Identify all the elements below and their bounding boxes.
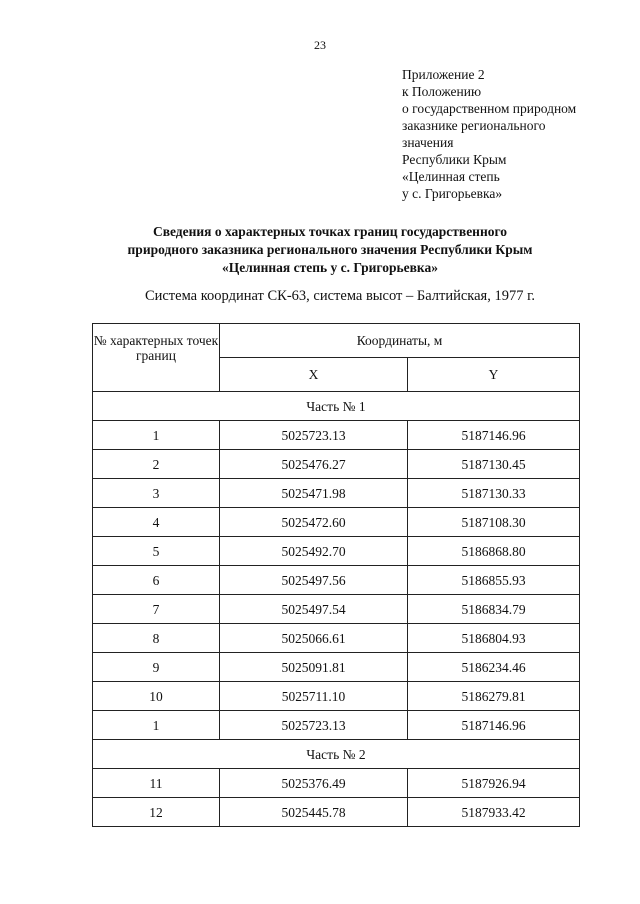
table-row bbox=[93, 798, 580, 827]
table-row bbox=[93, 479, 580, 508]
point-number-cell: 8 bbox=[93, 624, 220, 653]
point-number-cell: 4 bbox=[93, 508, 220, 537]
document-title bbox=[60, 223, 600, 277]
appendix-line: у с. Григорьевка» bbox=[402, 186, 503, 201]
table-row bbox=[93, 595, 580, 624]
part-1-label: Часть № 1 bbox=[93, 392, 580, 421]
point-number-cell: 10 bbox=[93, 682, 220, 711]
title-line: природного заказника регионального значения Республики Крым bbox=[127, 242, 533, 257]
table-row bbox=[93, 537, 580, 566]
table-header-row bbox=[93, 324, 580, 358]
point-number-cell: 2 bbox=[93, 450, 220, 479]
y-cell: 5187146.96 bbox=[408, 421, 580, 450]
y-cell: 5186834.79 bbox=[408, 595, 580, 624]
x-cell: 5025476.27 bbox=[220, 450, 408, 479]
part-2-label: Часть № 2 bbox=[93, 740, 580, 769]
y-cell: 5187108.30 bbox=[408, 508, 580, 537]
coordinate-system-note: Система координат СК-63, система высот – Балтийская, 1977 г. bbox=[144, 288, 536, 304]
table-row bbox=[93, 566, 580, 595]
appendix-line: Приложение 2 bbox=[402, 67, 485, 82]
point-number-cell: 1 bbox=[93, 711, 220, 740]
x-cell: 5025472.60 bbox=[220, 508, 408, 537]
x-cell: 5025497.54 bbox=[220, 595, 408, 624]
appendix-line: к Положению bbox=[402, 84, 482, 99]
x-cell: 5025711.10 bbox=[220, 682, 408, 711]
point-number-cell: 6 bbox=[93, 566, 220, 595]
appendix-line: «Целинная степь bbox=[402, 169, 500, 184]
y-cell: 5187933.42 bbox=[408, 798, 580, 827]
appendix-line: значения bbox=[402, 135, 454, 150]
point-number-cell: 11 bbox=[93, 769, 220, 798]
header-y: Y bbox=[408, 358, 580, 392]
y-cell: 5186868.80 bbox=[408, 537, 580, 566]
title-line: Сведения о характерных точках границ государственного bbox=[152, 224, 508, 239]
x-cell: 5025091.81 bbox=[220, 653, 408, 682]
header-x: X bbox=[220, 358, 408, 392]
table-row bbox=[93, 769, 580, 798]
appendix-line: заказнике регионального bbox=[402, 118, 546, 133]
table-row bbox=[93, 682, 580, 711]
point-number-cell: 3 bbox=[93, 479, 220, 508]
table-row bbox=[93, 653, 580, 682]
x-cell: 5025376.49 bbox=[220, 769, 408, 798]
header-point-number: № характерных точек границ bbox=[93, 324, 220, 392]
x-cell: 5025723.13 bbox=[220, 421, 408, 450]
point-number-cell: 7 bbox=[93, 595, 220, 624]
appendix-line: о государственном природном bbox=[402, 101, 577, 116]
table-row bbox=[93, 450, 580, 479]
table-row bbox=[93, 624, 580, 653]
appendix-note bbox=[402, 66, 627, 202]
x-cell: 5025066.61 bbox=[220, 624, 408, 653]
y-cell: 5187146.96 bbox=[408, 711, 580, 740]
table-row bbox=[93, 508, 580, 537]
y-cell: 5187130.45 bbox=[408, 450, 580, 479]
table-row bbox=[93, 421, 580, 450]
point-number-cell: 12 bbox=[93, 798, 220, 827]
point-number-cell: 9 bbox=[93, 653, 220, 682]
y-cell: 5186279.81 bbox=[408, 682, 580, 711]
table-row bbox=[93, 711, 580, 740]
y-cell: 5186234.46 bbox=[408, 653, 580, 682]
part-row bbox=[93, 740, 580, 769]
x-cell: 5025723.13 bbox=[220, 711, 408, 740]
point-number-cell: 1 bbox=[93, 421, 220, 450]
y-cell: 5187130.33 bbox=[408, 479, 580, 508]
x-cell: 5025492.70 bbox=[220, 537, 408, 566]
title-line: «Целинная степь у с. Григорьевка» bbox=[222, 260, 438, 275]
appendix-line: Республики Крым bbox=[402, 152, 507, 167]
y-cell: 5187926.94 bbox=[408, 769, 580, 798]
boundary-points-table bbox=[92, 323, 580, 827]
page-number: 23 bbox=[314, 38, 326, 52]
y-cell: 5186804.93 bbox=[408, 624, 580, 653]
x-cell: 5025497.56 bbox=[220, 566, 408, 595]
x-cell: 5025445.78 bbox=[220, 798, 408, 827]
y-cell: 5186855.93 bbox=[408, 566, 580, 595]
x-cell: 5025471.98 bbox=[220, 479, 408, 508]
part-row bbox=[93, 392, 580, 421]
point-number-cell: 5 bbox=[93, 537, 220, 566]
header-coordinates: Координаты, м bbox=[220, 324, 580, 358]
